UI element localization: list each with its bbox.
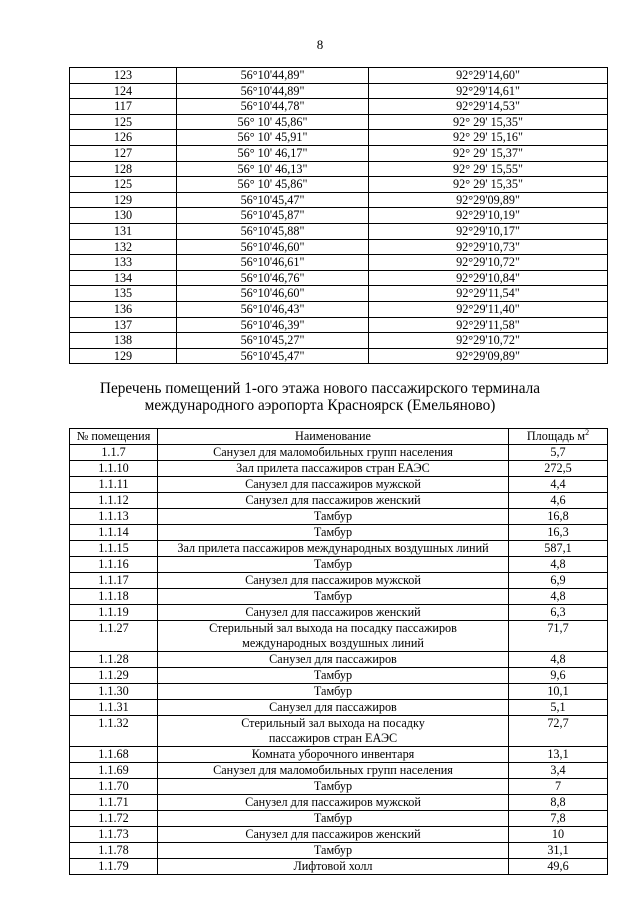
room-name — [158, 493, 509, 509]
room-name — [158, 827, 509, 843]
rooms-table-header-row — [70, 429, 608, 445]
header-room-area — [509, 429, 608, 445]
room-row — [70, 493, 608, 509]
room-name-line: Тамбур — [313, 779, 353, 793]
longitude: 92°29'09,89" — [369, 192, 608, 208]
room-name-line: Стерильный зал выхода на посадку — [241, 716, 425, 730]
room-number: 1.1.7 — [70, 445, 158, 461]
room-number: 1.1.16 — [70, 557, 158, 573]
latitude: 56°10'45,27" — [177, 333, 369, 349]
point-number: 117 — [70, 99, 177, 115]
page-number: 8 — [316, 37, 324, 52]
room-name-line: Тамбур — [313, 668, 353, 682]
coordinate-row — [70, 114, 608, 130]
room-name-line: Санузел для маломобильных групп населения — [213, 445, 453, 459]
coordinate-row — [70, 68, 608, 84]
longitude: 92°29'10,84" — [369, 270, 608, 286]
room-name — [158, 445, 509, 461]
coordinate-row — [70, 161, 608, 177]
room-name — [158, 859, 509, 875]
room-area: 6,9 — [509, 573, 608, 589]
longitude: 92°29'10,73" — [369, 239, 608, 255]
point-number: 134 — [70, 270, 177, 286]
room-name — [158, 589, 509, 605]
room-area: 4,8 — [509, 589, 608, 605]
longitude: 92° 29' 15,35" — [369, 114, 608, 130]
room-row — [70, 795, 608, 811]
point-number: 129 — [70, 348, 177, 364]
point-number: 124 — [70, 83, 177, 99]
longitude: 92°29'10,72" — [369, 255, 608, 271]
latitude: 56° 10' 46,17" — [177, 145, 369, 161]
room-area: 7 — [509, 779, 608, 795]
rooms-list-heading — [0, 380, 640, 414]
latitude: 56°10'44,89" — [177, 68, 369, 84]
room-area: 31,1 — [509, 843, 608, 859]
room-area: 8,8 — [509, 795, 608, 811]
longitude: 92°29'11,54" — [369, 286, 608, 302]
coordinate-row — [70, 348, 608, 364]
room-area: 4,6 — [509, 493, 608, 509]
longitude: 92° 29' 15,37" — [369, 145, 608, 161]
point-number: 126 — [70, 130, 177, 146]
latitude: 56° 10' 45,86" — [177, 177, 369, 193]
room-row — [70, 843, 608, 859]
coordinate-row — [70, 83, 608, 99]
room-name — [158, 843, 509, 859]
room-name-line: Тамбур — [313, 509, 353, 523]
longitude: 92°29'10,72" — [369, 333, 608, 349]
longitude: 92°29'11,58" — [369, 317, 608, 333]
heading-line-1: Перечень помещений 1-ого этажа нового пассажирского терминала — [99, 380, 541, 397]
room-name-line: Лифтовой холл — [293, 859, 373, 873]
room-name — [158, 747, 509, 763]
room-row — [70, 779, 608, 795]
room-name-line: Тамбур — [313, 589, 353, 603]
room-name-line: Санузел для пассажиров женский — [245, 605, 421, 619]
room-name — [158, 461, 509, 477]
room-row — [70, 541, 608, 557]
room-name-line: Санузел для пассажиров — [269, 652, 397, 666]
point-number: 125 — [70, 114, 177, 130]
room-area: 49,6 — [509, 859, 608, 875]
room-row — [70, 747, 608, 763]
room-area: 587,1 — [509, 541, 608, 557]
point-number: 135 — [70, 286, 177, 302]
room-name-line: Зал прилета пассажиров международных воздушных линий — [177, 541, 489, 555]
point-number: 129 — [70, 192, 177, 208]
room-area: 4,8 — [509, 652, 608, 668]
room-number: 1.1.70 — [70, 779, 158, 795]
room-name-line: Санузел для пассажиров мужской — [245, 477, 421, 491]
room-number: 1.1.71 — [70, 795, 158, 811]
room-name — [158, 763, 509, 779]
room-name-line: Санузел для пассажиров мужской — [245, 573, 421, 587]
room-number: 1.1.30 — [70, 684, 158, 700]
coordinate-row — [70, 317, 608, 333]
point-number: 130 — [70, 208, 177, 224]
coordinate-row — [70, 255, 608, 271]
room-number: 1.1.12 — [70, 493, 158, 509]
coordinate-row — [70, 270, 608, 286]
room-row — [70, 573, 608, 589]
room-name — [158, 700, 509, 716]
room-row — [70, 668, 608, 684]
room-area: 71,7 — [509, 621, 608, 652]
room-number: 1.1.13 — [70, 509, 158, 525]
room-number: 1.1.78 — [70, 843, 158, 859]
room-name — [158, 605, 509, 621]
room-name-line: Санузел для пассажиров женский — [245, 827, 421, 841]
rooms-table — [69, 428, 608, 875]
room-number: 1.1.69 — [70, 763, 158, 779]
room-row — [70, 621, 608, 652]
room-name — [158, 684, 509, 700]
room-area: 10,1 — [509, 684, 608, 700]
header-room-number: № помещения — [70, 429, 158, 445]
room-name — [158, 477, 509, 493]
room-name-line: Стерильный зал выхода на посадку пассажиров — [209, 621, 457, 635]
longitude: 92°29'11,40" — [369, 301, 608, 317]
coordinate-row — [70, 177, 608, 193]
room-name — [158, 716, 509, 747]
latitude: 56°10'45,47" — [177, 348, 369, 364]
coordinate-row — [70, 192, 608, 208]
room-row — [70, 461, 608, 477]
point-number: 136 — [70, 301, 177, 317]
header-area-label: Площадь м — [526, 429, 586, 443]
room-row — [70, 716, 608, 747]
room-number: 1.1.27 — [70, 621, 158, 652]
latitude: 56°10'46,60" — [177, 286, 369, 302]
longitude: 92°29'14,53" — [369, 99, 608, 115]
room-area: 16,3 — [509, 525, 608, 541]
room-area: 272,5 — [509, 461, 608, 477]
room-name-line: Санузел для пассажиров — [269, 700, 397, 714]
room-area: 6,3 — [509, 605, 608, 621]
coordinate-row — [70, 208, 608, 224]
latitude: 56° 10' 45,86" — [177, 114, 369, 130]
room-number: 1.1.32 — [70, 716, 158, 747]
room-name-line: Санузел для пассажиров мужской — [245, 795, 421, 809]
point-number: 125 — [70, 177, 177, 193]
room-area: 16,8 — [509, 509, 608, 525]
heading-line-2: международного аэропорта Красноярск (Емельяново) — [144, 397, 496, 414]
point-number: 138 — [70, 333, 177, 349]
coordinate-row — [70, 239, 608, 255]
room-number: 1.1.15 — [70, 541, 158, 557]
room-name-line: Комната уборочного инвентаря — [251, 747, 415, 761]
room-row — [70, 811, 608, 827]
room-name — [158, 779, 509, 795]
room-name-line: Санузел для маломобильных групп населения — [213, 763, 453, 777]
room-area: 10 — [509, 827, 608, 843]
room-area: 72,7 — [509, 716, 608, 747]
room-area: 9,6 — [509, 668, 608, 684]
room-row — [70, 557, 608, 573]
room-name-line: Тамбур — [313, 557, 353, 571]
room-number: 1.1.29 — [70, 668, 158, 684]
longitude: 92°29'09,89" — [369, 348, 608, 364]
room-area: 4,8 — [509, 557, 608, 573]
room-number: 1.1.79 — [70, 859, 158, 875]
coordinate-row — [70, 333, 608, 349]
coordinate-row — [70, 223, 608, 239]
room-number: 1.1.17 — [70, 573, 158, 589]
room-area: 7,8 — [509, 811, 608, 827]
coordinates-table — [69, 67, 608, 364]
room-number: 1.1.19 — [70, 605, 158, 621]
header-area-superscript: 2 — [585, 427, 590, 437]
coordinate-row — [70, 99, 608, 115]
longitude: 92°29'14,61" — [369, 83, 608, 99]
room-row — [70, 763, 608, 779]
room-name — [158, 573, 509, 589]
latitude: 56°10'44,78" — [177, 99, 369, 115]
room-name-line: Тамбур — [313, 684, 353, 698]
room-name-line: Санузел для пассажиров женский — [245, 493, 421, 507]
room-name-line: Зал прилета пассажиров стран ЕАЭС — [236, 461, 430, 475]
longitude: 92° 29' 15,55" — [369, 161, 608, 177]
room-area: 5,7 — [509, 445, 608, 461]
latitude: 56°10'45,87" — [177, 208, 369, 224]
point-number: 127 — [70, 145, 177, 161]
longitude: 92° 29' 15,16" — [369, 130, 608, 146]
room-number: 1.1.31 — [70, 700, 158, 716]
room-number: 1.1.72 — [70, 811, 158, 827]
longitude: 92°29'10,19" — [369, 208, 608, 224]
longitude: 92° 29' 15,35" — [369, 177, 608, 193]
coordinate-row — [70, 145, 608, 161]
latitude: 56°10'46,43" — [177, 301, 369, 317]
room-row — [70, 827, 608, 843]
latitude: 56°10'45,88" — [177, 223, 369, 239]
room-name — [158, 525, 509, 541]
room-name — [158, 541, 509, 557]
room-name-line: пассажиров стран ЕАЭС — [268, 731, 398, 745]
room-row — [70, 509, 608, 525]
room-name — [158, 557, 509, 573]
room-row — [70, 684, 608, 700]
longitude: 92°29'10,17" — [369, 223, 608, 239]
room-number: 1.1.11 — [70, 477, 158, 493]
room-number: 1.1.14 — [70, 525, 158, 541]
room-number: 1.1.73 — [70, 827, 158, 843]
latitude: 56°10'46,61" — [177, 255, 369, 271]
longitude: 92°29'14,60" — [369, 68, 608, 84]
latitude: 56°10'46,76" — [177, 270, 369, 286]
point-number: 133 — [70, 255, 177, 271]
room-row — [70, 700, 608, 716]
room-name — [158, 795, 509, 811]
room-row — [70, 652, 608, 668]
latitude: 56° 10' 45,91" — [177, 130, 369, 146]
point-number: 132 — [70, 239, 177, 255]
room-name-line: международных воздушных линий — [242, 636, 424, 650]
room-name — [158, 509, 509, 525]
coordinate-row — [70, 130, 608, 146]
room-number: 1.1.68 — [70, 747, 158, 763]
room-name-line: Тамбур — [313, 811, 353, 825]
room-name-line: Тамбур — [313, 843, 353, 857]
room-row — [70, 525, 608, 541]
room-row — [70, 477, 608, 493]
coordinate-row — [70, 286, 608, 302]
latitude: 56°10'46,39" — [177, 317, 369, 333]
coordinate-row — [70, 301, 608, 317]
latitude: 56°10'44,89" — [177, 83, 369, 99]
point-number: 131 — [70, 223, 177, 239]
room-row — [70, 589, 608, 605]
room-area: 5,1 — [509, 700, 608, 716]
room-name-line: Тамбур — [313, 525, 353, 539]
point-number: 137 — [70, 317, 177, 333]
room-area: 4,4 — [509, 477, 608, 493]
room-name — [158, 652, 509, 668]
point-number: 123 — [70, 68, 177, 84]
latitude: 56° 10' 46,13" — [177, 161, 369, 177]
room-number: 1.1.10 — [70, 461, 158, 477]
room-name — [158, 621, 509, 652]
room-number: 1.1.18 — [70, 589, 158, 605]
room-name — [158, 811, 509, 827]
room-number: 1.1.28 — [70, 652, 158, 668]
room-area: 13,1 — [509, 747, 608, 763]
room-row — [70, 605, 608, 621]
room-area: 3,4 — [509, 763, 608, 779]
room-row — [70, 445, 608, 461]
header-room-name: Наименование — [158, 429, 509, 445]
point-number: 128 — [70, 161, 177, 177]
room-name — [158, 668, 509, 684]
latitude: 56°10'45,47" — [177, 192, 369, 208]
latitude: 56°10'46,60" — [177, 239, 369, 255]
room-row — [70, 859, 608, 875]
